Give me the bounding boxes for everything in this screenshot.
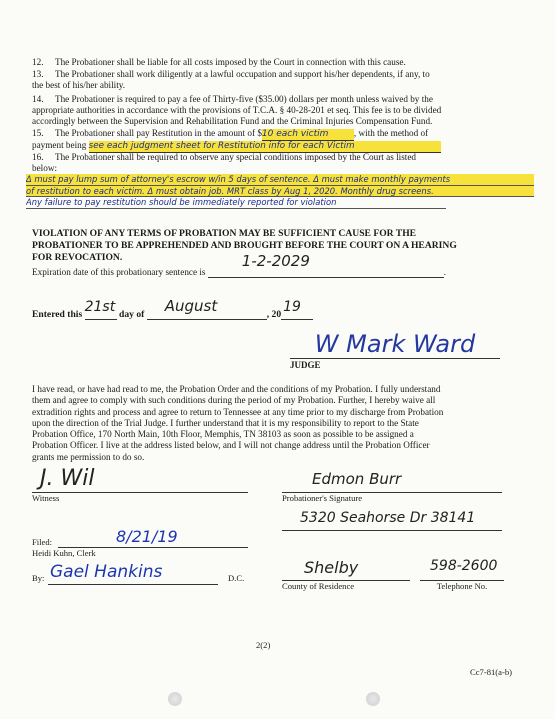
filed-label: Filed: [32, 537, 53, 547]
restitution-label: 15. The Probationer shall pay Restitution in the amount of $ [32, 128, 262, 138]
entered-month: August [164, 297, 218, 315]
punch-hole-right [366, 692, 380, 706]
acknowledgement-line: I have read, or have had read to me, the Probation Order and the conditions of my Probation. I fully understand [32, 384, 441, 394]
entered-label: Entered this [32, 309, 83, 320]
witness-block [32, 466, 248, 503]
judge-signature-block [290, 330, 500, 370]
punch-hole-left [168, 692, 182, 706]
entered-year: 19 [283, 299, 301, 315]
clerk-name: Heidi Kuhn, Clerk [32, 548, 96, 558]
probationer-block [282, 466, 502, 503]
special-condition-line: Any failure to pay restitution should be immediately reported for violation [26, 197, 446, 209]
entered-day-field [84, 299, 117, 320]
phone-value: 598-2600 [430, 558, 498, 574]
acknowledgement-line: Probation Officer. I live at the address listed below, and I will not change address until the Probation Officer [32, 440, 430, 451]
violation-line: VIOLATION OF ANY TERMS OF PROBATION MAY BE SUFFICIENT CAUSE FOR THE [32, 228, 417, 239]
payment-method-value: see each judgment sheet for Restitution info for each Victim [89, 141, 441, 153]
page-number: 2(2) [256, 640, 271, 650]
acknowledgement-line: grants me permission to do so. [32, 451, 145, 462]
witness-signature: J. Wil [40, 466, 95, 491]
condition-14-line2: appropriate authorities in accordance with the provisions of T.C.A. § 40-28-201 et seq. This fee is to be divided [32, 105, 442, 115]
day-of-label: day of [119, 309, 145, 320]
condition-16-line1: 16. The Probationer shall be required to observe any special conditions imposed by the Court as listed [32, 152, 417, 162]
condition-16-line2: below: [32, 163, 58, 173]
filed-date: 8/21/19 [116, 527, 178, 546]
special-conditions [26, 174, 534, 209]
condition-14-line1: 14. The Probationer is required to pay a fee of Thirty-five ($35.00) dollars per month unless waived by the [32, 94, 433, 104]
county-label: County of Residence [282, 581, 355, 591]
payment-method-label: payment being [32, 140, 87, 150]
probationer-label: Probationer's Signature [282, 493, 363, 503]
expiration-label: Expiration date of this probationary sentence is [32, 266, 206, 277]
dc-label: D.C. [228, 573, 245, 583]
county-block [282, 558, 410, 591]
witness-label: Witness [32, 493, 60, 503]
entered-year-field [281, 299, 313, 320]
acknowledgement-line: them and agree to comply with such conditions during the period of my Probation. Further, I hereby waive all [32, 395, 436, 406]
by-label: By: [32, 573, 45, 583]
restitution-method-label: , with the method of [353, 128, 429, 138]
by-block [32, 562, 262, 585]
expiration-row: Expiration date of this probationary sentence is 1-2-2029 . [32, 252, 447, 277]
judge-label: JUDGE [290, 360, 321, 370]
entered-month-field [147, 297, 267, 320]
acknowledgement-line: upon the direction of the Trial Judge. I further understand that it is my responsibility to report to the State [32, 417, 419, 428]
condition-14-line3: accordingly between the Supervision and Rehabilitation Fund and the Criminal Injuries Compensation Fund. [32, 116, 433, 126]
violation-line: FOR REVOCATION. [32, 252, 123, 263]
year-prefix: , 20 [266, 309, 282, 320]
condition-13-line1: 13. The Probationer shall work diligently at a lawful occupation and support his/her dependents, if any, to [32, 69, 430, 79]
condition-13-line2: the best of his/her ability. [32, 80, 126, 90]
filed-row [32, 527, 248, 547]
entered-row [32, 297, 313, 320]
form-code: Cc7-81(a-b) [470, 667, 512, 677]
special-condition-line: of restitution to each victim. Δ must obtain job. MRT class by Aug 1, 2020. Monthly drug screens. [26, 186, 534, 198]
address-block [282, 510, 502, 531]
expiration-value: 1-2-2029 [241, 252, 310, 270]
violation-line: PROBATIONER TO BE APPREHENDED AND BROUGHT BEFORE THE COURT ON A HEARING [32, 240, 457, 251]
judge-signature: W Mark Ward [314, 330, 476, 358]
filed-block [32, 527, 248, 558]
phone-block [420, 558, 504, 591]
address-value: 5320 Seahorse Dr 38141 [300, 510, 476, 526]
county-value: Shelby [304, 558, 359, 577]
restitution-amount: 10 each victim [262, 129, 354, 141]
phone-label: Telephone No. [436, 581, 488, 591]
acknowledgement-paragraph [32, 384, 532, 463]
by-row [32, 562, 262, 584]
special-condition-line: Δ must pay lump sum of attorney's escrow w/in 5 days of sentence. Δ must make monthly payments [26, 174, 534, 186]
condition-12: 12. The Probationer shall be liable for all costs imposed by the Court in connection with this cause. [32, 57, 406, 67]
deputy-clerk-signature: Gael Hankins [50, 562, 163, 582]
probationer-signature: Edmon Burr [312, 470, 402, 488]
acknowledgement-line: extradition rights and process and agree to return to Tennessee at any time prior to my discharge from Probation [32, 406, 444, 417]
acknowledgement-line: Probation Office, 170 North Main, 10th Floor, Memphis, TN 38103 as soon as possible to be assigned a [32, 429, 414, 440]
entered-day: 21st [84, 299, 116, 315]
